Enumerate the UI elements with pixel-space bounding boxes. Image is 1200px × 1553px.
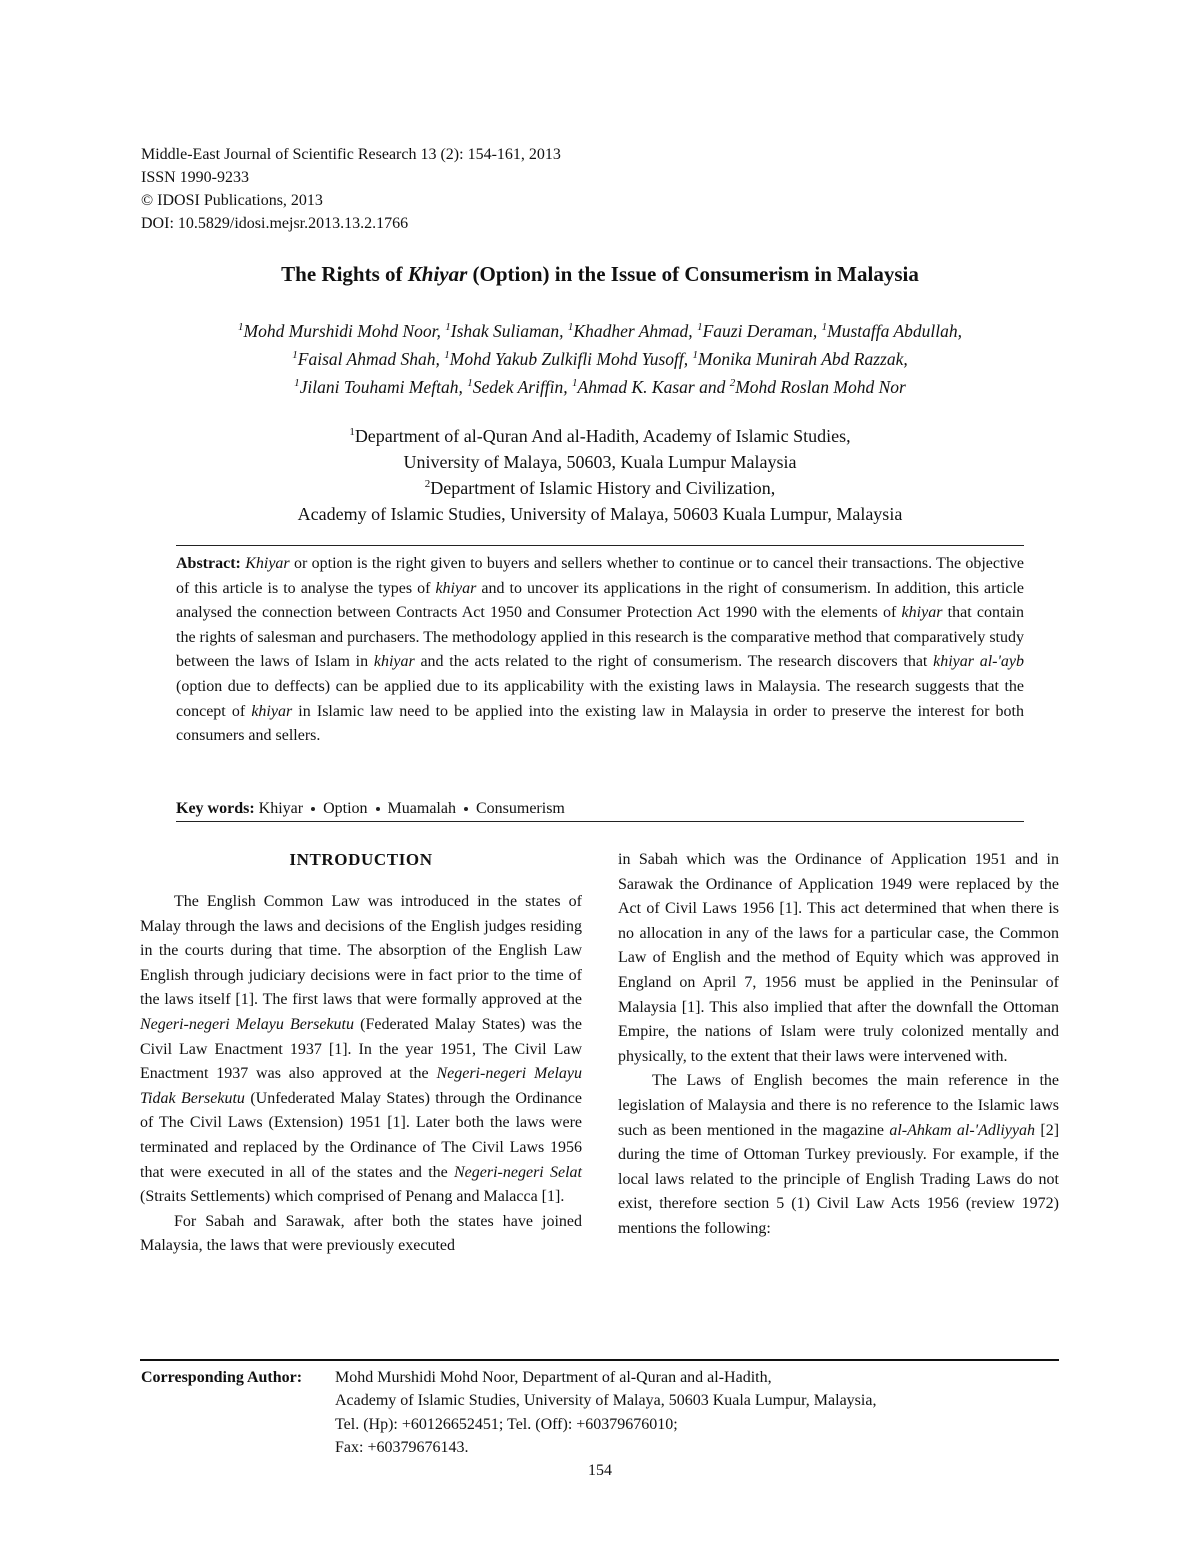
keyword: Khiyar (258, 800, 304, 817)
author-line-2 (160, 345, 1040, 373)
abstract-body (176, 555, 1024, 744)
affiliation-marker: 1 (821, 321, 828, 334)
body-paragraph (618, 1069, 1059, 1241)
affiliation-1-line-1: $^1$Department of al-Quran And al-Hadith, Academy of Islamic Studies, (349, 426, 851, 446)
body-paragraph (618, 848, 1059, 1069)
author-name: Sedek Ariffin, (472, 377, 573, 397)
author-line-1 (160, 317, 1040, 345)
corresponding-author-details (335, 1366, 876, 1460)
corresponding-line: Academy of Islamic Studies, University of Malaya, 50603 Kuala Lumpur, Malaysia, (335, 1392, 877, 1410)
bullet-separator-icon (376, 807, 380, 811)
keywords-list (259, 800, 565, 817)
author-name: Jilani Touhami Meftah, (299, 377, 468, 397)
text-run: that contain the rights of salesman and purchasers. The methodology applied in this research is the comparative method that comparatively study between the laws of Islam in (176, 604, 1024, 671)
left-column-paragraphs (140, 890, 582, 1259)
text-run: in Sabah which was the Ordinance of Application 1951 and in Sarawak the Ordinance of Application 1949 were replaced by the Act of Civil Laws 1956 [1]. This act determined that when there is no allocation in any of the laws for a particular case, the Common Law of English and the method of Equity which was approved in England on April 7, 1956 must be applied in the Peninsular of Malaysia [1]. This also implied that after the downfall the Ottoman Empire, the nations of Islam were truly colonized mentally and physically, to the extent that their laws were intervened with. (618, 851, 1059, 1065)
author-name: Monika Munirah Abd Razzak, (698, 349, 908, 369)
text-run: The English Common Law was introduced in the states of Malay through the laws and decisions of the English judges residing in the courts during that time. The absorption of the English Law English through judiciary decisions were in fact prior to the time of the laws itself [1]. The first laws that were formally approved at the (140, 893, 582, 1009)
affiliation-marker: 1 (692, 349, 699, 362)
abstract-label: Abstract: (176, 555, 241, 572)
paper-title: The Rights of Khiyar (Option) in the Issue of Consumerism in Malaysia (281, 262, 919, 286)
text-run: (Straits Settlements) which comprised of Penang and Malacca [1]. (140, 1188, 565, 1206)
keyword: Muamalah (387, 800, 456, 817)
affiliation-marker: 1 (697, 321, 703, 334)
author-name: Ahmad K. Kasar and (577, 377, 730, 397)
italic-term: Negeri-negeri Selat (454, 1163, 582, 1181)
italic-term: Negeri-negeri Melayu Tidak Bersekutu (140, 1065, 582, 1107)
affiliation-marker: 1 (444, 349, 450, 362)
abstract-top-rule (176, 545, 1024, 546)
author-name: Faisal Ahmad Shah, (297, 349, 445, 369)
text-run: and the acts related to the right of consumerism. The research discovers that (414, 653, 934, 671)
body-column-left (140, 848, 582, 1259)
author-name: Mohd Roslan Mohd Nor (735, 377, 906, 397)
journal-metadata (141, 143, 561, 235)
italic-term: khiyar al-'ayb (933, 653, 1025, 671)
abstract (176, 552, 1024, 749)
keywords-label: Key words: (176, 800, 255, 817)
author-name: Mohd Yakub Zulkifli Mohd Yusoff, (449, 349, 693, 369)
author-name: Khadher Ahmad, (573, 321, 698, 341)
text-run: [2] during the time of Ottoman Turkey previously. For example, if the local laws related to the principle of English Trading Laws do not exist, therefore section 5 (1) Civil Law Acts 1956 (review 1972) mentions the following: (618, 1121, 1060, 1237)
affiliation-marker: 1 (294, 377, 300, 390)
journal-citation: Middle-East Journal of Scientific Research 13 (2): 154-161, 2013 (141, 146, 561, 163)
bullet-separator-icon (464, 807, 468, 811)
affiliation-marker: 1 (467, 377, 473, 390)
affiliations (160, 423, 1040, 527)
keyword: Consumerism (475, 800, 565, 817)
section-heading-introduction: INTRODUCTION (289, 850, 433, 869)
text-run: The Laws of English becomes the main reference in the legislation of Malaysia and there is no reference to the Islamic laws such as been mentioned in the magazine (618, 1072, 1059, 1139)
affiliation-marker: 2 (729, 377, 736, 390)
body-column-right (618, 848, 1059, 1242)
body-paragraph (140, 1210, 582, 1259)
affiliation-marker: 1 (567, 321, 574, 334)
author-line-3 (160, 373, 1040, 401)
corresponding-line: Fax: +60379676143. (335, 1439, 469, 1457)
keyword: Option (323, 800, 368, 817)
affiliation-marker: 1 (238, 321, 244, 334)
affiliation-marker: 1 (292, 349, 298, 362)
affiliation-1-line-2: University of Malaya, 50603, Kuala Lumpur Malaysia (403, 452, 797, 472)
affiliation-2-line-2: Academy of Islamic Studies, University of Malaya, 50603 Kuala Lumpur, Malaysia (297, 504, 903, 524)
author-name: Mustaffa Abdullah, (827, 321, 962, 341)
corresponding-line: Mohd Murshidi Mohd Noor, Department of al-Quran and al-Hadith, (335, 1369, 772, 1386)
author-name: Fauzi Deraman, (702, 321, 822, 341)
copyright: © IDOSI Publications, 2013 (141, 192, 323, 209)
text-run: (Unfederated Malay States) through the Ordinance of The Civil Laws (Extension) 1951 [1]. Later both the laws were terminated and replaced by the Ordinance of The Civil Laws 1956 that were executed in all of the states and the (140, 1089, 583, 1181)
keywords-bottom-rule (176, 821, 1024, 822)
keywords (176, 800, 1024, 818)
affiliation-2-line-1: $^2$Department of Islamic History and Civilization, (424, 478, 776, 498)
italic-term: Negeri-negeri Melayu Bersekutu (140, 1015, 354, 1033)
italic-term: khiyar (251, 702, 293, 720)
italic-term: khiyar (901, 604, 943, 622)
text-run: or option is the right given to buyers and sellers whether to continue or to cancel their transactions. The objective of this article is to analyse the types of (176, 555, 1025, 597)
issn: ISSN 1990-9233 (141, 169, 250, 186)
bullet-separator-icon (311, 807, 315, 811)
affiliation-marker: 1 (445, 321, 451, 334)
italic-term: khiyar (435, 579, 477, 597)
body-paragraph (140, 890, 582, 1210)
corresponding-author-label: Corresponding Author: (141, 1369, 303, 1386)
author-name: Ishak Suliaman, (450, 321, 568, 341)
italic-term: Khiyar (245, 555, 290, 572)
author-name: Mohd Murshidi Mohd Noor, (243, 321, 446, 341)
right-column-paragraphs (618, 848, 1059, 1242)
text-run: in Islamic law need to be applied into the existing law in Malaysia in order to preserve the interest for both consumers and sellers. (176, 702, 1025, 745)
corresponding-line: Tel. (Hp): +60126652451; Tel. (Off): +60379676010; (335, 1415, 678, 1433)
page-number: 154 (588, 1462, 612, 1479)
doi: DOI: 10.5829/idosi.mejsr.2013.13.2.1766 (141, 215, 409, 232)
footnote-rule (140, 1359, 1059, 1361)
text-run: (Federated Malay States) was the Civil Law Enactment 1937 [1]. In the year 1951, The Civil Law Enactment 1937 was also approved at the (140, 1015, 582, 1083)
author-list (160, 317, 1040, 401)
affiliation-marker: 1 (572, 377, 578, 390)
text-run: (option due to deffects) can be applied due to its applicability with the existing laws in Malaysia. The research suggests that the concept of (176, 677, 1024, 720)
italic-term: al-Ahkam al-'Adliyyah (889, 1121, 1035, 1139)
italic-term: khiyar (373, 653, 415, 671)
text-run: For Sabah and Sarawak, after both the states have joined Malaysia, the laws that were previously executed (140, 1212, 582, 1255)
text-run: and to uncover its applications in the right of consumerism. In addition, this article analysed the connection between Contracts Act 1950 and Consumer Protection Act 1990 with the elements of (176, 579, 1025, 622)
